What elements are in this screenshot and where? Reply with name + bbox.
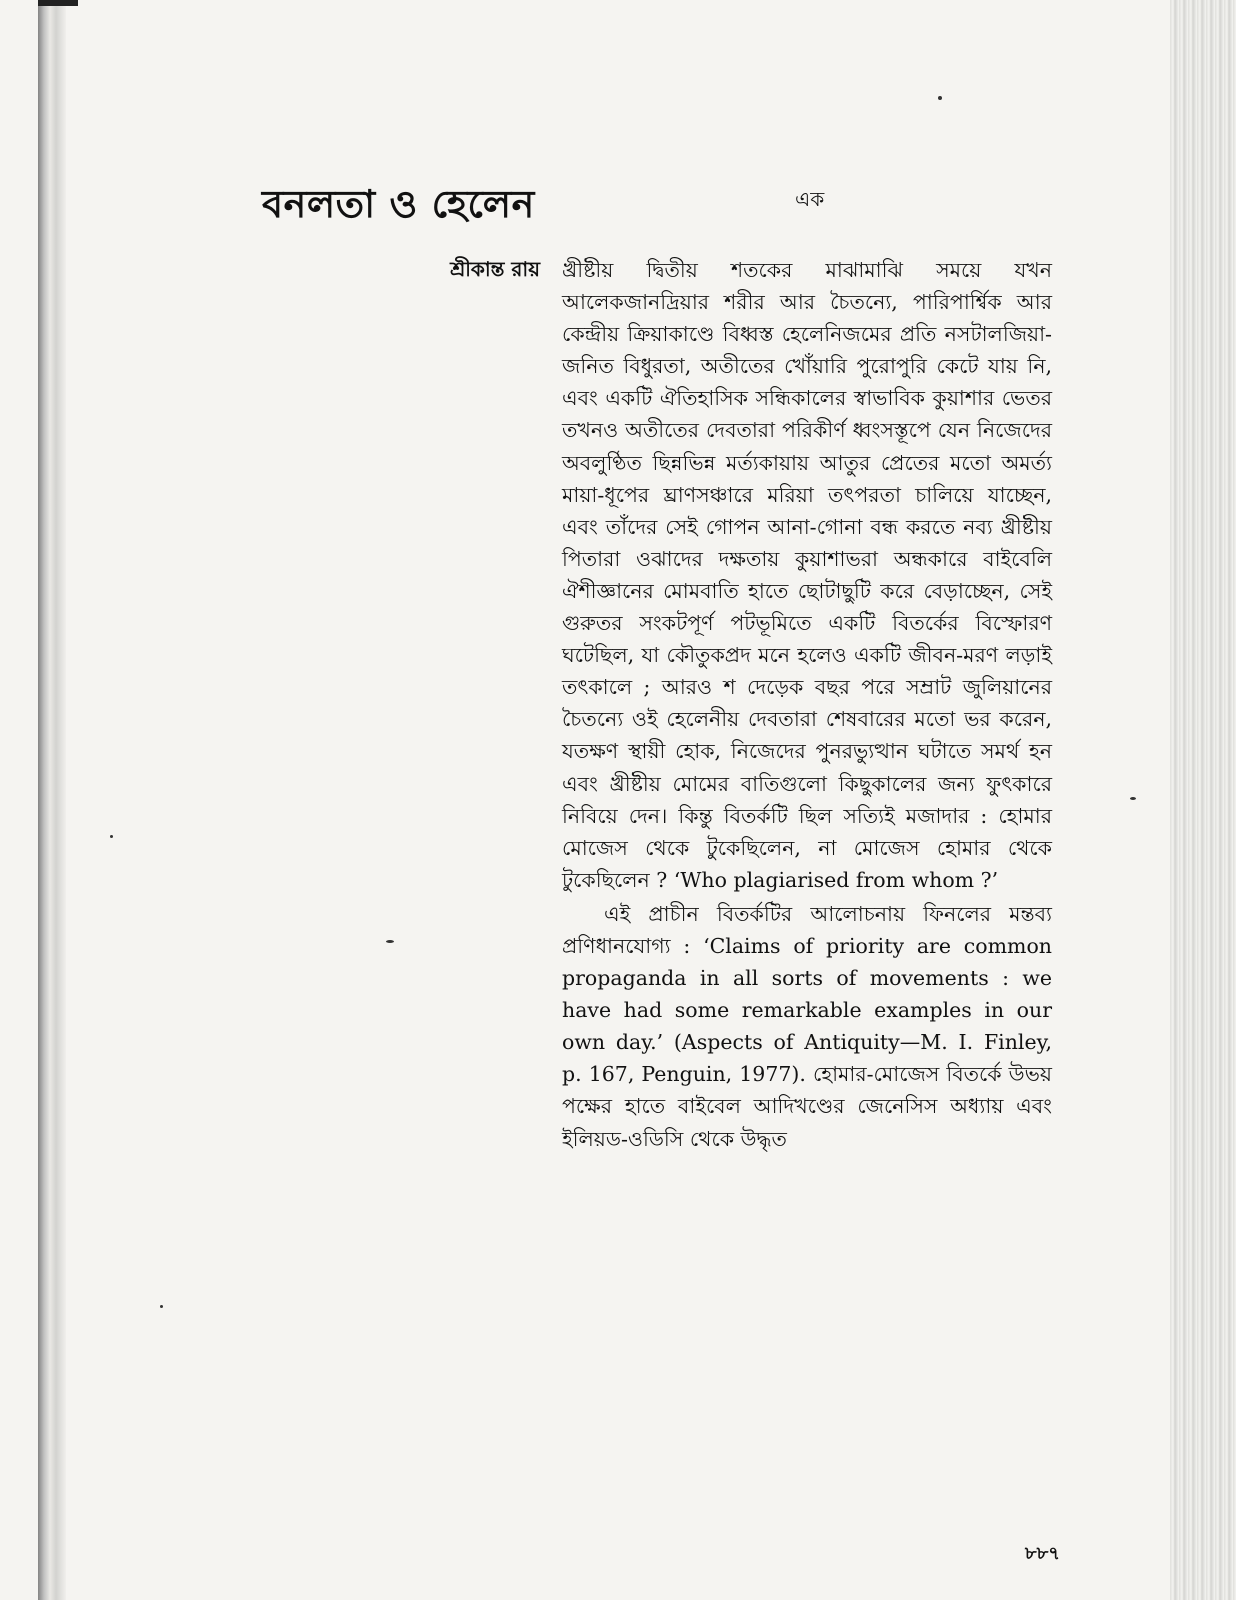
scan-speck: [160, 1305, 163, 1308]
scan-speck: [1130, 797, 1136, 800]
scan-page-edge-right: [1170, 0, 1236, 1600]
scan-speck: [938, 96, 942, 100]
paragraph: খ্রীষ্টীয় দ্বিতীয় শতকের মাঝামাঝি সময়ে যখন আলেকজানদ্রিয়ার শরীর আর চৈতন্যে, পারিপার্শ্বিক আর কেন্দ্রীয় ক্রিয়াকাণ্ডে বিধ্বস্ত হেলেনিজমের প্রতি নসটালজিয়া-জনিত বিধুরতা, অতীতের খোঁয়ারি পুরোপুরি কেটে যায় নি, এবং একটি ঐতিহাসিক সন্ধিকালের স্বাভাবিক কুয়াশার ভেতর তখনও অতীতের দেবতারা পরিকীর্ণ ধ্বংসস্তূপে যেন নিজেদের অবলুণ্ঠিত ছিন্নভিন্ন মর্ত্যকায়ায় আতুর প্রেতের মতো অমর্ত্য মায়া-ধূপের ঘ্রাণসঞ্চারে মরিয়া তৎপরতা চালিয়ে যাচ্ছেন, এবং তাঁদের সেই গোপন আনা-গোনা বন্ধ করতে নব্য খ্রীষ্টীয় পিতারা ওঝাদের দক্ষতায় কুয়াশাভরা অন্ধকারে বাইবেলি ঐশীজ্ঞানের মোমবাতি হাতে ছোটাছুটি করে বেড়াচ্ছেন, সেই গুরুতর সংকটপূর্ণ পটভূমিতে একটি বিতর্কের বিস্ফোরণ ঘটেছিল, যা কৌতুকপ্রদ মনে হলেও একটি জীবন-মরণ লড়াই তৎকালে ; আরও শ দেড়েক বছর পরে সম্রাট জুলিয়ানের চৈতন্যে ওই হেলেনীয় দেবতারা শেষবারের মতো ভর করেন, যতক্ষণ স্থায়ী হোক, নিজেদের পুনরভ্যুত্থান ঘটাতে সমর্থ হন এবং খ্রীষ্টীয় মোমের বাতিগুলো কিছুকালের জন্য ফুৎকারে নিবিয়ে দেন। কিন্তু বিতর্কটি ছিল সত্যিই মজাদার : হোমার মোজেস থেকে টুকেছিলেন, না মোজেস হোমার থেকে টুকেছিলেন ? ‘Who plagiarised from whom ?’: [562, 258, 1052, 892]
article-body: [562, 254, 1052, 1155]
scan-page-edge-left: [38, 0, 66, 1600]
scan-page-edge-top: [38, 0, 78, 6]
author-name: শ্রীকান্ত রায়: [450, 257, 540, 281]
scan-speck: [386, 940, 394, 943]
page-number: ৮৮৭: [1024, 1543, 1060, 1564]
paragraph: এই প্রাচীন বিতর্কটির আলোচনায় ফিনলের মন্তব্য প্রণিধানযোগ্য : ‘Claims of priority are common propaganda in all sorts of movements : we have had some remarkable examples in our own day.’ (Aspects of Antiquity—M. I. Finley, p. 167, Penguin, 1977). হোমার-মোজেস বিতর্কে উভয় পক্ষের হাতে বাইবেল আদিখণ্ডের জেনেসিস অধ্যায় এবং ইলিয়ড-ওডিসি থেকে উদ্ধৃত: [562, 901, 1052, 1151]
article-title: বনলতা ও হেলেন: [262, 181, 535, 226]
scan-speck: [110, 835, 113, 838]
section-number: এক: [795, 187, 825, 211]
